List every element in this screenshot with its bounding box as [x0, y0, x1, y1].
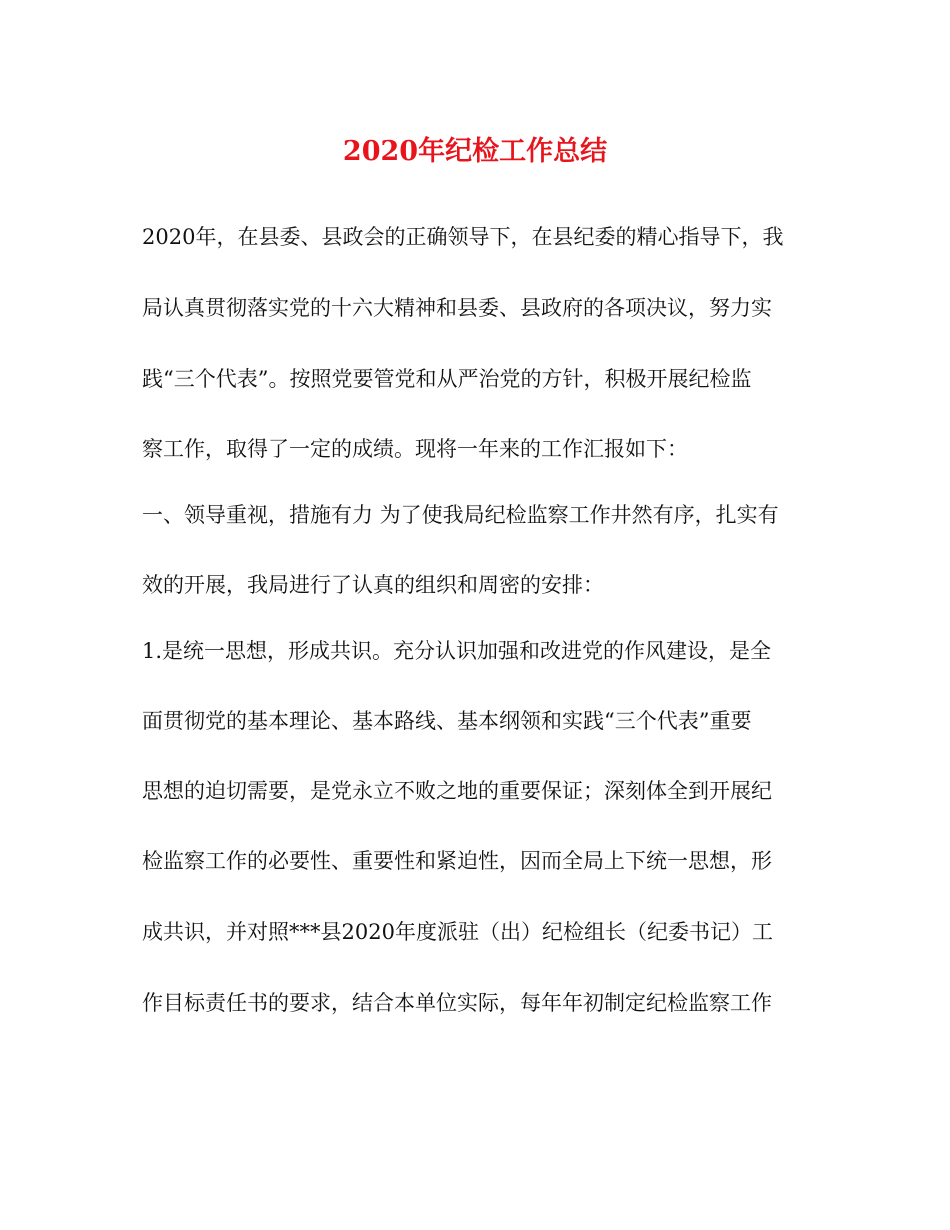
- body-line: 践“三个代表”。按照党要管党和从严治党的方针，积极开展纪检监: [142, 367, 752, 391]
- body-line: 2020年，在县委、县政会的正确领导下，在县纪委的精心指导下，我: [142, 225, 784, 249]
- body-line: 局认真贯彻落实党的十六大精神和县委、县政府的各项决议，努力实: [142, 296, 772, 320]
- section-heading-line: 一、领导重视，措施有力 为了使我局纪检监察工作井然有序，扎实有: [142, 503, 779, 527]
- list-item-line: 1.是统一思想，形成共识。充分认识加强和改进党的作风建设，是全: [142, 639, 772, 663]
- document-title: 2020年纪检工作总结: [342, 136, 608, 167]
- body-line: 面贯彻党的基本理论、基本路线、基本纲领和实践“三个代表”重要: [142, 709, 752, 733]
- body-line: 察工作，取得了一定的成绩。现将一年来的工作汇报如下：: [142, 437, 688, 461]
- body-line: 检监察工作的必要性、重要性和紧迫性，因而全局上下统一思想，形: [142, 849, 772, 873]
- body-line: 思想的迫切需要，是党永立不败之地的重要保证；深刻体全到开展纪: [142, 779, 772, 803]
- body-line: 作目标责任书的要求，结合本单位实际，每年年初制定纪检监察工作: [142, 991, 772, 1015]
- body-line: 成共识，并对照***县2020年度派驻（出）纪检组长（纪委书记）工: [142, 920, 773, 944]
- body-line: 效的开展，我局进行了认真的组织和周密的安排：: [142, 573, 604, 597]
